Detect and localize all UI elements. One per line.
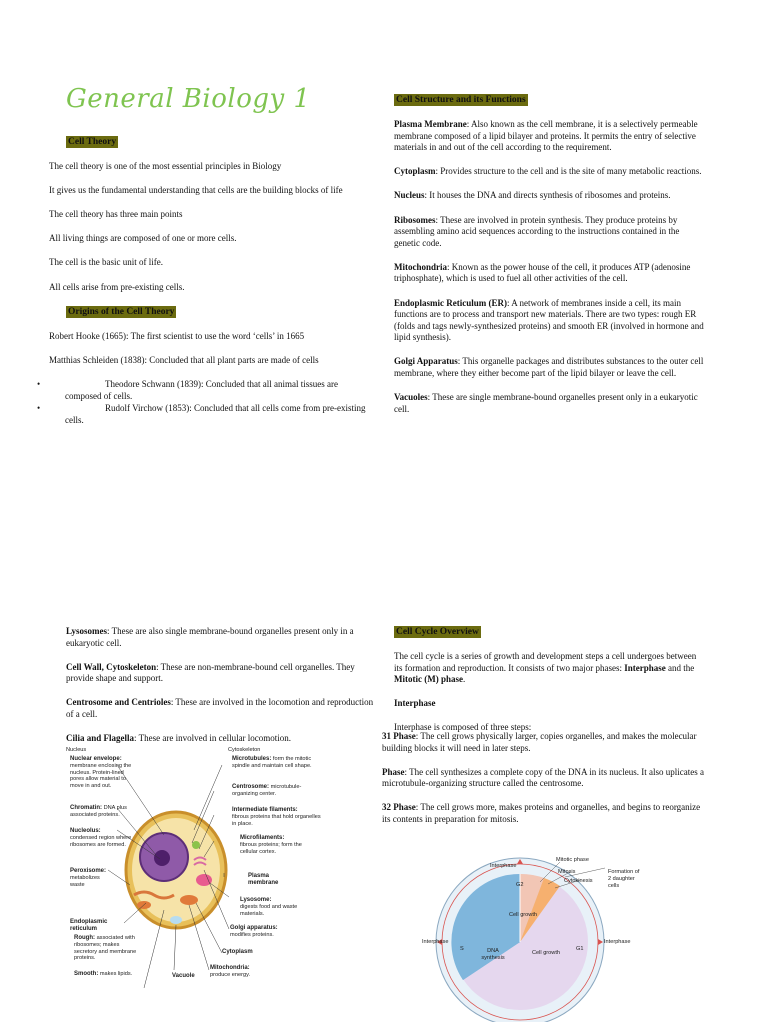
structure-item-text: : These are involved in protein synthesis. They produce proteins by assembling amino acid sequences according to the instructions contained in the genetic code.	[394, 214, 680, 248]
phase-item	[382, 731, 704, 754]
structure-item-text: : These are single membrane-bound organelles present only in a eukaryotic cell.	[394, 392, 698, 414]
cell-theory-paragraph: The cell theory is one of the most essential principles in Biology	[49, 161, 282, 172]
origins-bullet-item	[37, 378, 369, 402]
label-mitotic-phase: Mitotic phase	[556, 857, 589, 863]
structure-item-text: : It houses the DNA and directs synthesis of ribosomes and proteins.	[424, 190, 671, 201]
structure-item	[394, 166, 704, 178]
label-interphase-top: Interphase	[490, 863, 517, 869]
label-cell-growth-g2: Cell growth	[509, 912, 537, 918]
interphase-heading: Interphase	[394, 698, 436, 709]
structure-item-text: : Provides structure to the cell and is the site of many metabolic reactions.	[435, 166, 702, 177]
right-column-2	[394, 626, 704, 747]
page-title: General Biology 1	[66, 84, 311, 114]
structure-heading: Cell Structure and its Functions	[396, 95, 526, 105]
phase-item-text: : The cell synthesizes a complete copy of the DNA in its nucleus. It also uplicates a microtubule-organizing structure called the centrosome.	[382, 766, 705, 789]
organelle-item-term: Cell Wall, Cytoskeleton	[66, 661, 157, 672]
label-golgi: Golgi apparatus: modifies proteins.	[230, 925, 278, 938]
label-interphase-right: Interphase	[604, 939, 631, 945]
label-nuclear-envelope: Nuclear envelope: membrane enclosing the nucleus. Protein-lined pores allow material to move in and out.	[70, 756, 132, 790]
label-mitochondria: Mitochondria: produce energy.	[210, 965, 251, 978]
phase-item-text: : The cell grows more, makes proteins and organelles, and begins to reorganize its contents in preparation for mitosis.	[382, 802, 701, 824]
label-cell-growth-g1: Cell growth	[532, 950, 560, 956]
phase-item-term: Phase	[382, 766, 405, 777]
structure-item-term: Endoplasmic Reticulum (ER)	[394, 297, 508, 308]
organelle-item-text: : These are also single membrane-bound organelles present only in a eukaryotic cell.	[66, 626, 354, 648]
left-column	[37, 136, 369, 427]
structure-item-term: Golgi Apparatus	[394, 356, 458, 367]
cell-theory-paragraph: The cell is the basic unit of life.	[49, 257, 163, 268]
phases-list	[382, 731, 704, 826]
phase-item-term: 31 Phase	[382, 731, 416, 741]
phase-item-text: : The cell grows physically larger, copies organelles, and makes the molecular building blocks it will need in later steps.	[382, 731, 697, 753]
organelle-item-term: Lysosomes	[66, 626, 108, 636]
bullet-text: Rudolf Virchow (1853): Concluded that all cells come from pre-existing cells.	[65, 403, 366, 425]
label-mitosis: Mitosis	[558, 869, 576, 875]
label-g2: G2	[516, 882, 524, 888]
cell-theory-paragraph: All cells arise from pre-existing cells.	[49, 281, 185, 292]
bullet-icon: •	[37, 403, 41, 414]
cycle-intro: The cell cycle is a series of growth and development steps a cell undergoes between its formation and reproduction. It consists of two major phases: Interphase and the Mitotic (M) phase.	[394, 651, 697, 685]
structure-item	[394, 356, 704, 379]
phase-item-term: 32 Phase	[382, 802, 416, 813]
organelle-item	[66, 733, 376, 745]
cell-theory-heading: Cell Theory	[68, 137, 117, 147]
label-nucleolus: Nucleolus: condensed region where ribosomes are formed.	[70, 828, 132, 848]
label-peroxisome: Peroxisome: metabolizes waste	[70, 868, 107, 888]
organelle-item-term: Centrosome and Centrioles	[66, 697, 171, 708]
label-g1: G1	[576, 946, 584, 952]
organelle-item-term: Cilia and Flagella	[66, 733, 135, 744]
origins-paragraphs	[49, 331, 369, 367]
structure-item-text: : This organelle packages and distributes substances to the outer cell membrane, where they either become part of the lipid bilayer or leave the cell.	[394, 356, 704, 378]
interphase-text: Interphase is composed of three steps:	[394, 722, 532, 733]
origins-paragraph: Robert Hooke (1665): The first scientist to use the word ‘cells’ in 1665	[49, 330, 305, 341]
organelle-item-text: : These are non-membrane-bound cell organelles. They provide shape and support.	[66, 661, 355, 684]
label-dna-synthesis: DNA synthesis	[481, 948, 505, 961]
label-cytoplasm: Cytoplasm	[222, 949, 253, 955]
organelle-item	[66, 697, 376, 720]
origins-bullet-item	[37, 403, 369, 426]
label-lysosome: Lysosome: digests food and waste materials.	[240, 897, 298, 917]
label-rough-er: Rough: associated with ribosomes; makes secretory and membrane proteins.	[74, 935, 137, 962]
organelle-list	[66, 626, 376, 745]
label-formation: Formation of 2 daughter cells	[608, 869, 640, 889]
organelle-item	[66, 662, 376, 685]
label-s: S	[460, 946, 464, 952]
label-chromatin: Chromatin: DNA plus associated proteins.	[70, 805, 127, 818]
cell-theory-paragraph: The cell theory has three main points	[49, 209, 183, 220]
phase-item	[382, 767, 704, 790]
bullet-icon: •	[37, 378, 41, 389]
right-column	[394, 94, 704, 428]
structure-item-term: Plasma Membrane	[394, 119, 467, 130]
label-microfilaments: Microfilaments: fibrous proteins; form the cellular cortex.	[240, 835, 302, 855]
structure-item	[394, 119, 704, 154]
phase-item	[382, 802, 704, 825]
label-smooth-er: Smooth: makes lipids.	[74, 971, 133, 977]
cell-theory-paragraph: It gives us the fundamental understanding that cells are the building blocks of life	[49, 185, 343, 196]
label-microtubules: Microtubules: form the mitotic spindle and maintain cell shape.	[232, 756, 312, 769]
structure-item	[394, 215, 704, 250]
structure-item	[394, 262, 704, 285]
animal-cell-diagram	[64, 745, 384, 995]
structure-item-term: Ribosomes	[394, 214, 436, 225]
label-plasma-membrane: Plasma membrane	[248, 873, 279, 886]
structure-item-term: Nucleus	[394, 190, 425, 201]
structure-item	[394, 298, 704, 344]
structure-item	[394, 392, 704, 415]
cell-theory-paragraphs	[49, 161, 369, 293]
label-er: Endoplasmic reticulum	[70, 919, 108, 932]
origins-bullets	[37, 378, 369, 426]
organelle-item-text: : These are involved in cellular locomotion.	[134, 733, 292, 744]
structure-item-text: : Known as the power house of the cell, it produces ATP (adenosine triphosphate), which is used to fuel all other activities of the cell.	[394, 261, 691, 284]
structure-item-text: : Also known as the cell membrane, it is a selectively permeable membrane composed of a lipid bilayer and proteins. It permits the entry of selective materials in and out of the cell according to the requirement.	[394, 119, 698, 153]
label-interphase-left: Interphase	[422, 939, 449, 945]
structure-item	[394, 190, 704, 202]
cell-theory-paragraph: All living things are composed of one or more cells.	[49, 233, 237, 244]
label-cytoskeleton: Cytoskeleton	[228, 747, 261, 753]
structure-item-text: : A network of membranes inside a cell, its main functions are to process and transport new materials. There are two types: rough ER (folds and tags newly-synthesized proteins) and smooth ER (involved in hormone and lipid synthesis).	[394, 297, 704, 343]
structure-item-term: Cytoplasm	[394, 166, 436, 177]
label-vacuole: Vacuole	[172, 973, 195, 979]
structure-item-term: Mitochondria	[394, 261, 447, 272]
organelle-item-text: : These are involved in the locomotion and reproduction of a cell.	[66, 697, 374, 719]
label-centrosome: Centrosome: microtubule-organizing center.	[232, 784, 302, 797]
label-intermediate-filaments: Intermediate filaments: fibrous proteins that hold organelles in place.	[232, 807, 321, 827]
structure-item-term: Vacuoles	[394, 392, 428, 403]
origins-heading: Origins of the Cell Theory	[68, 306, 175, 317]
cycle-heading: Cell Cycle Overview	[396, 627, 479, 637]
structure-list	[394, 119, 704, 415]
left-column-2	[66, 626, 376, 757]
bullet-text: Theodore Schwann (1839): Concluded that all animal tissues are composed of cells.	[65, 378, 338, 401]
organelle-item	[66, 626, 376, 649]
label-cytokinesis: Cytokinesis	[564, 878, 593, 884]
phases-list-wrap	[382, 731, 704, 838]
origins-paragraph: Matthias Schleiden (1838): Concluded that all plant parts are made of cells	[49, 354, 319, 365]
page-2	[0, 512, 768, 1024]
cell-cycle-diagram	[420, 842, 650, 1022]
label-nucleus: Nucleus	[66, 747, 87, 753]
